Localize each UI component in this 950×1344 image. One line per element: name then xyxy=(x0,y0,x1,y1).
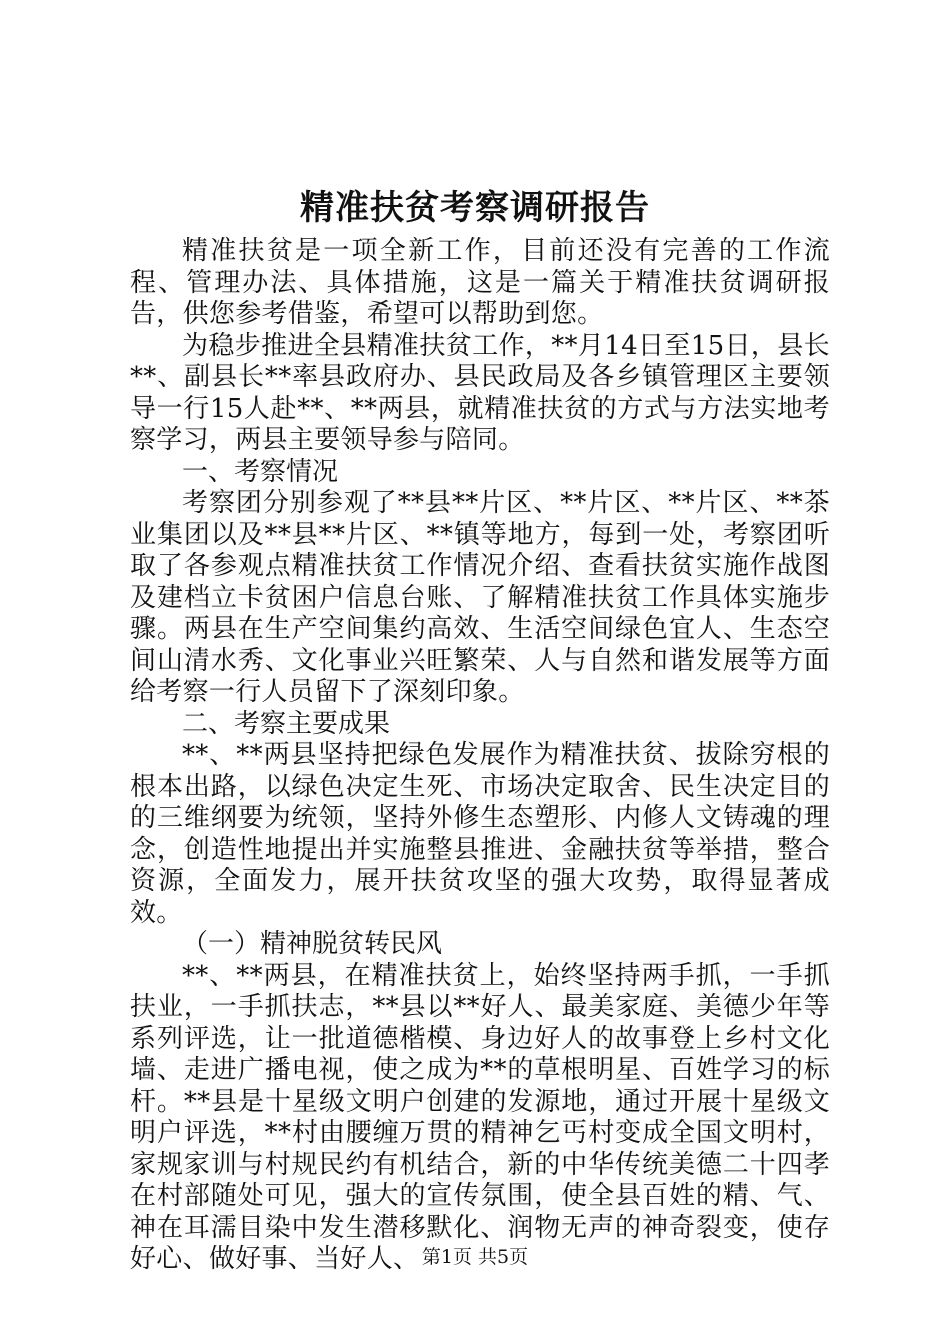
subsection-heading-spirit: （一）精神脱贫转民风 xyxy=(182,929,443,959)
intro-paragraph: 精准扶贫是一项全新工作，目前还没有完善的工作流程、管理办法、具体措施，这是一篇关于精准扶贫调研报告，供您参考借鉴，希望可以帮助到您。 xyxy=(130,236,830,329)
document-body xyxy=(130,236,830,1276)
section-heading-results: 二、考察主要成果 xyxy=(182,708,391,739)
results-paragraph: **、**两县坚持把绿色发展作为精准扶贫、拔除穷根的根本出路，以绿色决定生死、市场决定取舍、民生决定目的的三维纲要为统领，坚持外修生态塑形、内修人文铸魂的理念，创造性地提出并实施整县推进、金融扶贫等举措，整合资源，全面发力，展开扶贫攻坚的强大攻势，取得显著成效。 xyxy=(130,740,830,928)
section-heading-inspection: 一、考察情况 xyxy=(182,456,339,487)
background-paragraph: 为稳步推进全县精准扶贫工作，**月14日至15日，县长**、副县长**率县政府办、县民政局及各乡镇管理区主要领导一行15人赴**、**两县，就精准扶贫的方式与方法实地考察学习，两县主要领导参与陪同。 xyxy=(130,330,830,455)
inspection-paragraph: 考察团分别参观了**县**片区、**片区、**片区、**茶业集团以及**县**片区、**镇等地方，每到一处，考察团听取了各参观点精准扶贫工作情况介绍、查看扶贫实施作战图及建档立卡贫困户信息台账、了解精准扶贫工作具体实施步骤。两县在生产空间集约高效、生活空间绿色宜人、生态空间山清水秀、文化事业兴旺繁荣、人与自然和谐发展等方面给考察一行人员留下了深刻印象。 xyxy=(130,488,830,707)
document-title: 精准扶贫考察调研报告 xyxy=(300,188,650,228)
page-footer: 第1页 共5页 xyxy=(421,1246,529,1268)
spirit-paragraph: **、**两县，在精准扶贫上，始终坚持两手抓，一手抓扶业，一手抓扶志，**县以**好人、最美家庭、美德少年等系列评选，让一批道德楷模、身边好人的故事登上乡村文化墙、走进广播电视，使之成为**的草根明星、百姓学习的标杆。**县是十星级文明户创建的发源地，通过开展十星级文明户评选，**村由腰缠万贯的精神乞丐村变成全国文明村，家规家训与村规民约有机结合，新的中华传统美德二十四孝在村部随处可见，强大的宣传氛围，使全县百姓的精、气、神在耳濡目染中发生潜移默化、润物无声的神奇裂变，使存好心、做好事、当好人、 xyxy=(130,960,830,1274)
